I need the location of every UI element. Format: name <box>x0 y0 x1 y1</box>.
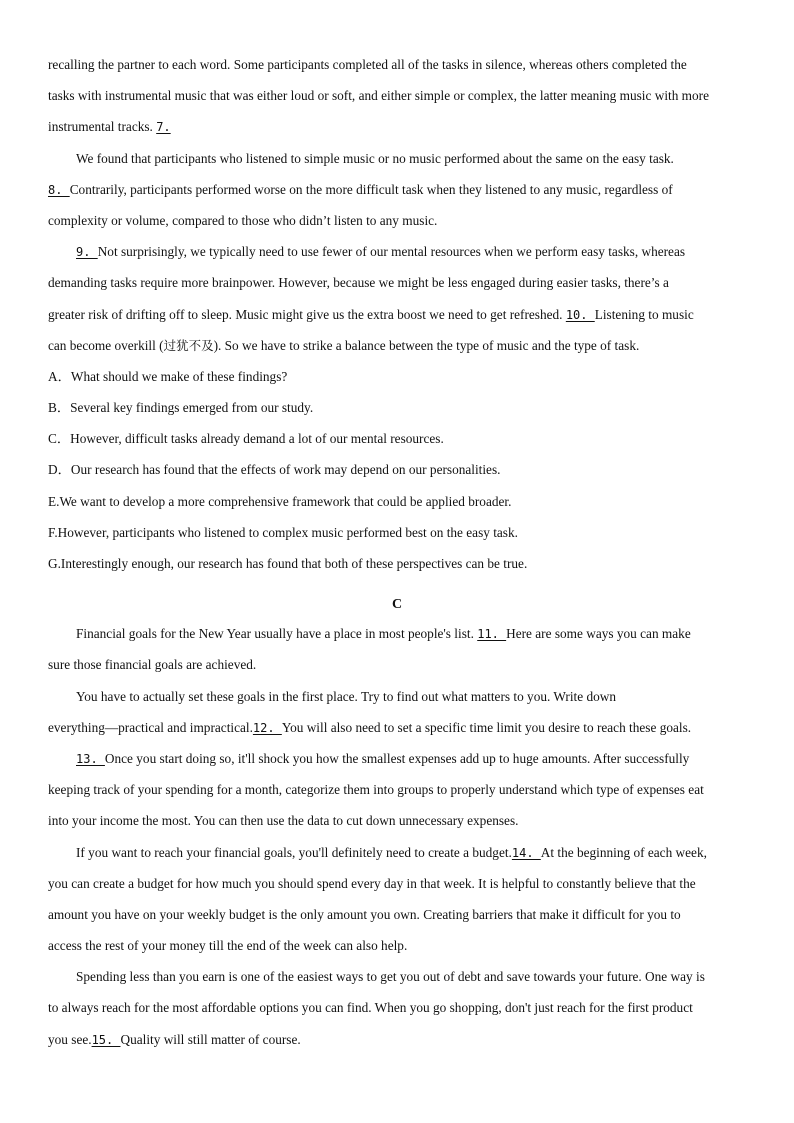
paragraph-c2 <box>48 684 746 746</box>
text-line <box>48 621 746 652</box>
answer-blank-12: 12. <box>252 720 282 735</box>
paragraph-b1 <box>48 52 746 146</box>
text-segment: can become overkill ( <box>48 337 164 353</box>
answer-blank-15: 15. <box>91 1032 121 1047</box>
option-e: E.We want to develop a more comprehensive framework that could be applied broader. <box>48 493 512 509</box>
option-c: C．However, difficult tasks already demand a lot of our mental resources. <box>48 431 444 447</box>
option-b: B．Several key findings emerged from our study. <box>48 400 314 416</box>
paragraph-b2 <box>48 146 746 240</box>
answer-blank-8: 8. <box>48 182 70 197</box>
option-a: A．What should we make of these findings? <box>48 368 288 384</box>
text-line: keeping track of your spending for a month, categorize them into groups to properly understand which type of expenses eat <box>48 782 704 798</box>
answer-blank-9: 9. <box>76 245 98 260</box>
text-segment: greater risk of drifting off to sleep. Music might give us the extra boost we need to get refreshed. <box>48 306 563 322</box>
text-line <box>48 239 746 270</box>
text-segment: Quality will still matter of course. <box>120 1031 301 1047</box>
text-line: access the rest of your money till the end of the week can also help. <box>48 938 408 954</box>
paragraph-b3 <box>48 239 746 364</box>
text-line: We found that participants who listened to simple music or no music performed about the same on the easy task. <box>76 150 674 166</box>
text-line: to always reach for the most affordable options you can find. When you go shopping, don't just reach for the first product <box>48 1000 693 1016</box>
answer-blank-13: 13. <box>76 751 105 766</box>
text-segment: instrumental tracks. <box>48 119 153 135</box>
chinese-gloss: 过犹不及 <box>163 337 214 353</box>
option-g: G.Interestingly enough, our research has found that both of these perspectives can be true. <box>48 556 528 571</box>
text-segment: ). So we have to strike a balance between the type of music and the type of task. <box>213 337 640 353</box>
paragraph-c3 <box>48 746 746 840</box>
text-line <box>48 114 746 145</box>
option-f: F.However, participants who listened to complex music performed best on the easy task. <box>48 524 518 540</box>
text-line <box>48 333 746 364</box>
text-line: tasks with instrumental music that was either loud or soft, and either simple or complex, the latter meaning music with more <box>48 88 710 104</box>
text-segment: If you want to reach your financial goals, you'll definitely need to create a budget. <box>76 844 512 860</box>
text-line <box>48 302 746 333</box>
text-line: amount you have on your weekly budget is the only amount you own. Creating barriers that make it difficult for you to <box>48 906 681 922</box>
text-segment: Once you start doing so, it'll shock you how the smallest expenses add up to huge amounts. After successfully <box>104 750 690 766</box>
text-segment: Financial goals for the New Year usually have a place in most people's list. <box>76 626 474 642</box>
text-line: into your income the most. You can then use the data to cut down unnecessary expenses. <box>48 813 519 829</box>
text-line <box>48 746 746 777</box>
text-segment: You will also need to set a specific time limit you desire to reach these goals. <box>281 719 692 735</box>
answer-blank-14: 14. <box>511 845 541 860</box>
text-line <box>48 177 746 208</box>
text-segment: At the beginning of each week, <box>540 844 707 860</box>
text-segment: you see. <box>48 1031 92 1047</box>
text-line: Spending less than you earn is one of the easiest ways to get you out of debt and save towards your future. One way is <box>76 969 705 985</box>
answer-blank-7: 7. <box>156 120 171 135</box>
text-line <box>48 715 746 746</box>
text-line: You have to actually set these goals in the first place. Try to find out what matters to you. Write down <box>76 688 617 704</box>
text-line <box>48 840 746 871</box>
paragraph-c1 <box>48 621 746 683</box>
text-segment: Contrarily, participants performed worse on the more difficult task when they listened to any music, regardless of <box>69 181 673 197</box>
text-line <box>48 1027 746 1058</box>
text-line: demanding tasks require more brainpower. However, because we might be less engaged during easier tasks, there’s a <box>48 275 669 291</box>
text-segment: everything—practical and impractical. <box>48 719 253 735</box>
text-line: you can create a budget for how much you should spend every day in that week. It is helpful to constantly believe that the <box>48 875 696 891</box>
paragraph-c4 <box>48 840 746 965</box>
answer-blank-10: 10. <box>565 307 595 322</box>
answer-blank-11: 11. <box>477 627 507 642</box>
text-segment: Listening to music <box>594 306 694 322</box>
text-line: recalling the partner to each word. Some participants completed all of the tasks in silence, whereas others completed the <box>48 57 687 72</box>
section-title-c: C <box>391 597 403 613</box>
option-d: D．Our research has found that the effects of work may depend on our personalities. <box>48 462 501 478</box>
text-segment: Here are some ways you can make <box>506 626 691 642</box>
text-line: sure those financial goals are achieved. <box>48 657 257 673</box>
options-list <box>48 364 746 582</box>
text-segment: Not surprisingly, we typically need to use fewer of our mental resources when we perform easy tasks, whereas <box>97 244 686 260</box>
text-line: complexity or volume, compared to those who didn’t listen to any music. <box>48 212 438 228</box>
exam-page <box>48 52 746 1058</box>
paragraph-c5 <box>48 964 746 1058</box>
